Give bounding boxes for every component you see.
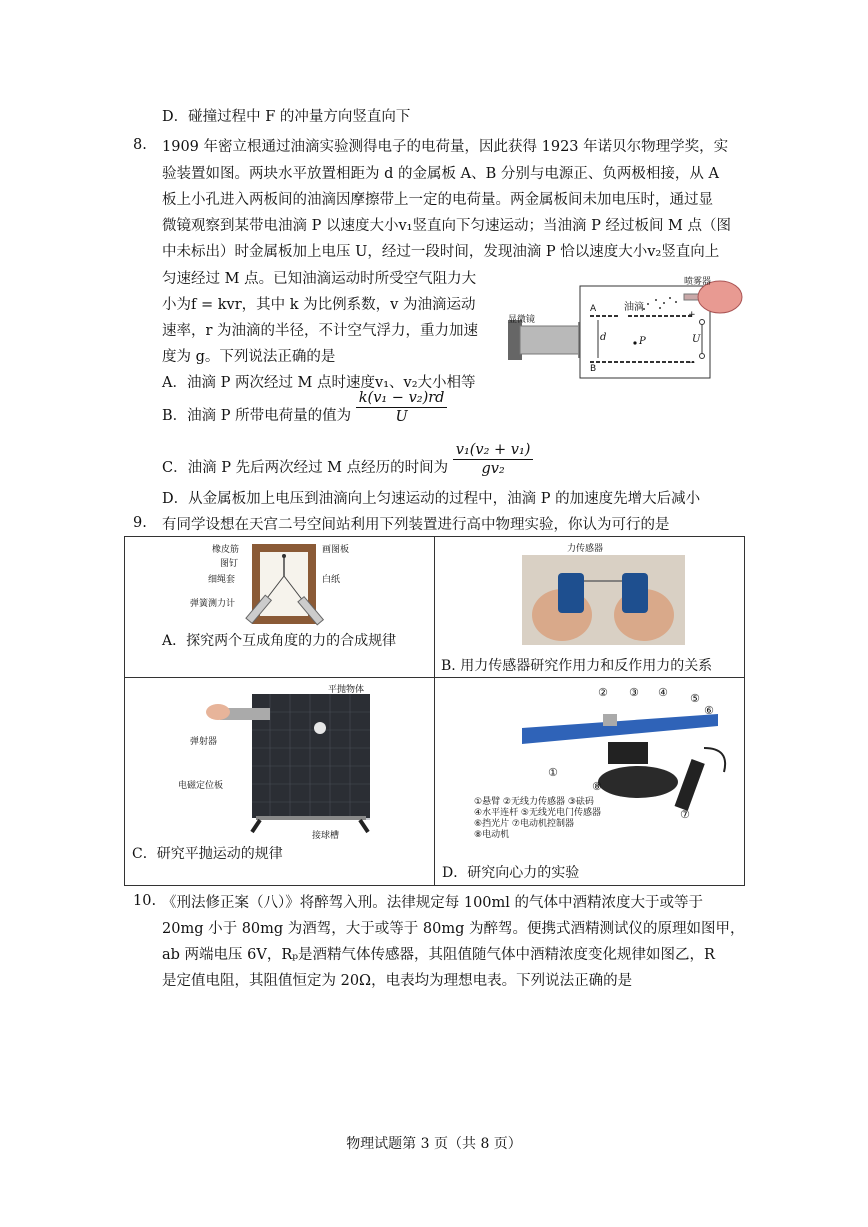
q9-number: 9.	[133, 515, 147, 531]
microscope-label: 显微镜	[508, 315, 536, 325]
legend-line-1: ①悬臂 ②无线力传感器 ③砝码	[474, 797, 594, 807]
marker-8: ⑧	[592, 780, 602, 793]
page-footer: 物理试题第 3 页（共 8 页）	[346, 1136, 522, 1152]
spring-scale-label: 弹簧测力计	[190, 599, 236, 609]
q8-line-1: 1909 年密立根通过油滴实验测得电子的电荷量，因此获得 1923 年诺贝尔物理学奖，实	[162, 139, 729, 155]
option-d-legend	[474, 797, 601, 841]
marker-1: ①	[548, 766, 558, 779]
plate-a-label: A	[590, 304, 597, 314]
q8-line-4: 微镜观察到某带电油滴 P 以速度大小v₁竖直向下匀速运动；当油滴 P 经过板间 M 点（图	[162, 218, 732, 234]
projectile-figure	[178, 682, 390, 842]
plate-b-label: B	[590, 364, 597, 374]
legend-line-4: ⑧电动机	[474, 830, 510, 840]
q8-option-c	[162, 441, 533, 478]
force-sensor-label: 力传感器	[567, 544, 604, 554]
rubber-band-label: 橡皮筋	[212, 545, 240, 555]
string-loop-label: 细绳套	[208, 575, 236, 585]
q8-option-c-denominator: gv₂	[481, 460, 505, 477]
projectile-object-label: 平抛物体	[328, 685, 365, 695]
q8-line-6: 匀速经过 M 点。已知油滴运动时所受空气阻力大	[162, 271, 477, 287]
q8-option-a: A．油滴 P 两次经过 M 点时速度v₁、v₂大小相等	[162, 375, 476, 391]
millikan-apparatus-figure	[498, 270, 748, 382]
projectile-apparatus-image	[190, 682, 390, 842]
q8-option-b-numerator: k(v₁ − v₂)rd	[356, 389, 448, 408]
legend-line-2: ④水平连杆 ⑤无线光电门传感器	[474, 808, 601, 818]
option-a-caption: A．探究两个互成角度的力的合成规律	[162, 633, 397, 649]
q10-line-1: 《刑法修正案（八）》将醉驾入刑。法律规定每 100ml 的气体中酒精浓度大于或等于	[162, 895, 704, 911]
option-b-caption: B. 用力传感器研究作用力和反作用力的关系	[441, 658, 713, 674]
q8-line-2: 验装置如图。两块水平放置相距为 d 的金属板 A、B 分别与电源正、负两极相接，从 A	[162, 166, 719, 182]
marker-5: ⑤	[690, 692, 700, 705]
distance-d-label: d	[600, 332, 607, 343]
marker-3: ③	[629, 686, 639, 699]
q10-line-4: 是定值电阻，其阻值恒定为 20Ω，电表均为理想电表。下列说法正确的是	[162, 973, 633, 989]
electromagnetic-board-label: 电磁定位板	[178, 781, 224, 791]
legend-line-3: ⑥挡光片 ⑦电动机控制器	[474, 819, 574, 829]
droplet-p-label: P	[639, 336, 646, 347]
minus-label: −	[688, 358, 696, 368]
q9-stem: 有同学设想在天宫二号空间站利用下列装置进行高中物理实验，你认为可行的是	[162, 517, 670, 533]
q10-line-2: 20mg 小于 80mg 为酒驾，大于或等于 80mg 为醉驾。便携式酒精测试仪的原理如图甲，	[162, 921, 745, 937]
sprayer-label: 喷雾器	[684, 277, 712, 287]
q8-line-8: 速率，r 为油滴的半径，不计空气浮力，重力加速	[162, 323, 479, 339]
marker-4: ④	[658, 686, 668, 699]
q8-option-b-denominator: U	[395, 408, 408, 425]
marker-2: ②	[598, 686, 608, 699]
pushpin-label: 图钉	[220, 559, 239, 569]
ball-catcher-label: 接球槽	[312, 831, 340, 841]
hands-sensors-image	[522, 555, 685, 645]
q8-line-5: 中未标出）时金属板加上电压 U，经过一段时间，发现油滴 P 恰以速度大小v₂竖直向上	[162, 244, 720, 260]
q7-option-d: D．碰撞过程中 F 的冲量方向竖直向下	[162, 109, 411, 125]
q8-line-7: 小为f = kvr，其中 k 为比例系数，v 为油滴运动	[162, 297, 476, 313]
q8-line-3: 板上小孔进入两板间的油滴因摩擦带上一定的电荷量。两金属板间未加电压时，通过显	[162, 192, 713, 208]
launcher-label: 弹射器	[190, 737, 218, 747]
drawing-board-label: 画图板	[322, 545, 350, 555]
white-paper-label: 白纸	[322, 575, 341, 585]
q8-option-c-fraction	[453, 441, 534, 478]
q8-line-9: 度为 g。下列说法正确的是	[162, 349, 336, 365]
voltage-u-label: U	[692, 334, 701, 345]
q10-number: 10.	[133, 893, 157, 909]
force-composition-figure	[190, 540, 360, 630]
plus-label: +	[688, 310, 696, 320]
q8-option-c-numerator: v₁(v₂ + v₁)	[453, 441, 534, 460]
q8-option-b	[162, 389, 447, 426]
q10-line-3: ab 两端电压 6V，Rₚ是酒精气体传感器，其阻值随气体中酒精浓度变化规律如图乙，R	[162, 947, 715, 963]
q8-option-b-text: B．油滴 P 所带电荷量的值为	[162, 408, 352, 424]
oil-drop-label: 油滴	[624, 302, 644, 313]
q8-number: 8.	[133, 137, 147, 153]
force-sensor-photo	[522, 555, 685, 645]
option-d-caption: D．研究向心力的实验	[442, 865, 580, 881]
q8-option-d: D．从金属板加上电压到油滴向上匀速运动的过程中，油滴 P 的加速度先增大后减小	[162, 491, 701, 507]
marker-7: ⑦	[680, 808, 690, 821]
marker-6: ⑥	[704, 704, 714, 717]
q8-option-b-fraction	[356, 389, 448, 426]
q8-option-c-text: C．油滴 P 先后两次经过 M 点经历的时间为	[162, 460, 449, 476]
option-c-caption: C．研究平抛运动的规律	[132, 846, 283, 862]
